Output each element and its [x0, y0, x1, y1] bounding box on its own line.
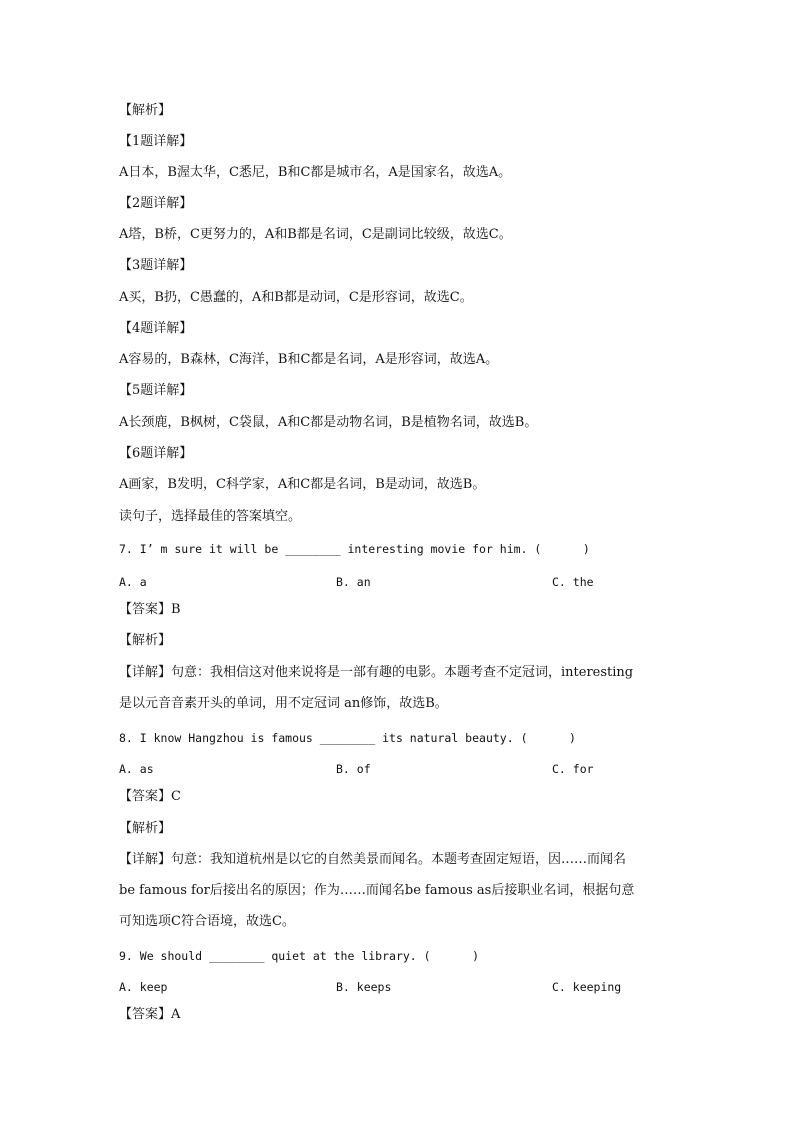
- q8-option-c: C. for: [552, 762, 594, 776]
- q6-detail-heading: 【6题详解】: [119, 446, 193, 461]
- q7-question: 7. I’ m sure it will be ________ interesting movie for him. ( ): [119, 542, 590, 556]
- q7-option-b: B. an: [336, 575, 371, 589]
- q8-detail-line-2: be famous for后接出名的原因；作为……而闻名be famous as后接职业名词，根据句意: [119, 883, 635, 898]
- q8-detail-line-1: 【详解】句意：我知道杭州是以它的自然美景而闻名。本题考查固定短语，因……而闻名: [119, 852, 627, 867]
- q9-option-a: A. keep: [119, 980, 168, 994]
- q3-detail-text: A买，B扔，C愚蠢的，A和B都是动词，C是形容词，故选C。: [119, 290, 473, 305]
- q9-option-c: C. keeping: [552, 980, 622, 994]
- q8-detail-line-3: 可知选项C符合语境，故选C。: [119, 914, 295, 929]
- q5-detail-heading: 【5题详解】: [119, 383, 193, 398]
- analysis-heading: 【解析】: [119, 103, 172, 118]
- q7-detail-line-2: 是以元音音素开头的单词，用不定冠词 an修饰，故选B。: [119, 696, 448, 711]
- q7-analysis-heading: 【解析】: [119, 633, 172, 648]
- q9-option-b: B. keeps: [336, 980, 392, 994]
- section-instruction: 读句子，选择最佳的答案填空。: [119, 509, 302, 524]
- q7-answer: 【答案】B: [119, 602, 181, 617]
- q9-answer: 【答案】A: [119, 1007, 181, 1022]
- q5-detail-text: A长颈鹿，B枫树，C袋鼠，A和C都是动物名词，B是植物名词，故选B。: [119, 415, 538, 430]
- q1-detail-heading: 【1题详解】: [119, 134, 193, 149]
- q4-detail-text: A容易的，B森林，C海洋，B和C都是名词，A是形容词，故选A。: [119, 352, 499, 367]
- q3-detail-heading: 【3题详解】: [119, 258, 193, 273]
- q2-detail-heading: 【2题详解】: [119, 196, 193, 211]
- q8-question: 8. I know Hangzhou is famous ________ its natural beauty. ( ): [119, 731, 576, 745]
- q6-detail-text: A画家，B发明，C科学家，A和C都是名词，B是动词，故选B。: [119, 477, 486, 492]
- q8-option-a: A. as: [119, 762, 154, 776]
- q1-detail-text: A日本，B渥太华，C悉尼，B和C都是城市名，A是国家名，故选A。: [119, 165, 512, 180]
- q4-detail-heading: 【4题详解】: [119, 321, 193, 336]
- q7-detail-line-1: 【详解】句意：我相信这对他来说将是一部有趣的电影。本题考查不定冠词，interesting: [119, 665, 634, 680]
- q8-answer: 【答案】C: [119, 789, 181, 804]
- q7-option-c: C. the: [552, 575, 594, 589]
- q8-analysis-heading: 【解析】: [119, 821, 172, 836]
- q7-option-a: A. a: [119, 575, 147, 589]
- q8-option-b: B. of: [336, 762, 371, 776]
- q2-detail-text: A塔，B桥，C更努力的，A和B都是名词，C是副词比较级，故选C。: [119, 227, 512, 242]
- q9-question: 9. We should ________ quiet at the library. ( ): [119, 949, 480, 963]
